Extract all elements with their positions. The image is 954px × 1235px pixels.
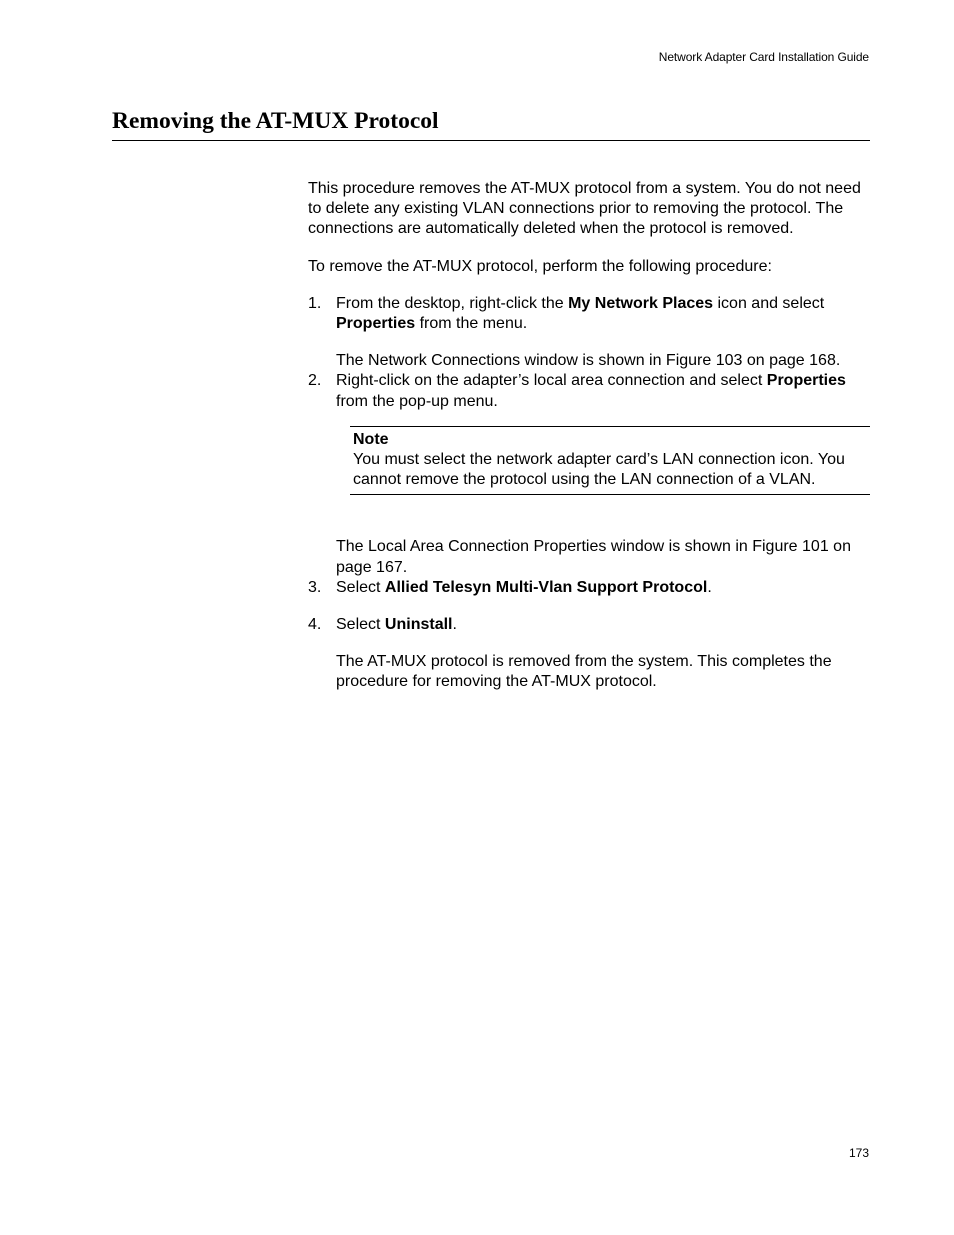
step-result: The Network Connections window is shown in Figure 103 on page 168. — [336, 352, 841, 370]
note-title: Note — [353, 430, 389, 448]
step-bold-term: My Network Places — [568, 294, 714, 312]
step-text: from the pop-up menu. — [336, 392, 498, 410]
step-text: Select — [336, 616, 385, 634]
step-number: 4. — [308, 616, 322, 634]
step-text: . — [707, 578, 712, 596]
running-header: Network Adapter Card Installation Guide — [658, 50, 869, 64]
note-box — [350, 426, 870, 496]
list-item — [308, 615, 870, 635]
list-item — [308, 371, 870, 411]
step-text: Select — [336, 578, 385, 596]
step-number: 2. — [308, 372, 322, 390]
list-item — [308, 578, 870, 598]
step-number: 1. — [308, 294, 322, 312]
step-result: The AT-MUX protocol is removed from the system. This completes the procedure for removing the AT-MUX protocol. — [336, 653, 832, 691]
step-text: from the menu. — [415, 315, 528, 333]
step-number: 3. — [308, 578, 322, 596]
page-number: 173 — [848, 1146, 869, 1160]
document-body — [308, 179, 870, 693]
step-bold-term: Properties — [336, 315, 416, 333]
section-title: Removing the AT-MUX Protocol — [112, 106, 870, 141]
step-bold-term: Properties — [766, 372, 846, 390]
step-text: From the desktop, right-click the — [336, 294, 569, 312]
step-text: Right-click on the adapter’s local area connection and select — [336, 372, 767, 390]
step-result: The Local Area Connection Properties window is shown in Figure 101 on page 167. — [336, 538, 851, 576]
step-bold-term: Allied Telesyn Multi-Vlan Support Protocol — [384, 578, 708, 596]
procedure-lead: To remove the AT-MUX protocol, perform the following procedure: — [308, 257, 772, 275]
intro-paragraph: This procedure removes the AT-MUX protocol from a system. You do not need to delete any existing VLAN connections prior to removing the protocol. The connections are automatically deleted when the protocol is removed. — [308, 180, 861, 238]
step-bold-term: Uninstall — [384, 616, 453, 634]
note-text: You must select the network adapter card’s LAN connection icon. You cannot remove the protocol using the LAN connection of a VLAN. — [353, 451, 845, 489]
step-text: . — [452, 616, 457, 634]
list-item — [308, 294, 870, 334]
step-text: icon and select — [713, 294, 825, 312]
